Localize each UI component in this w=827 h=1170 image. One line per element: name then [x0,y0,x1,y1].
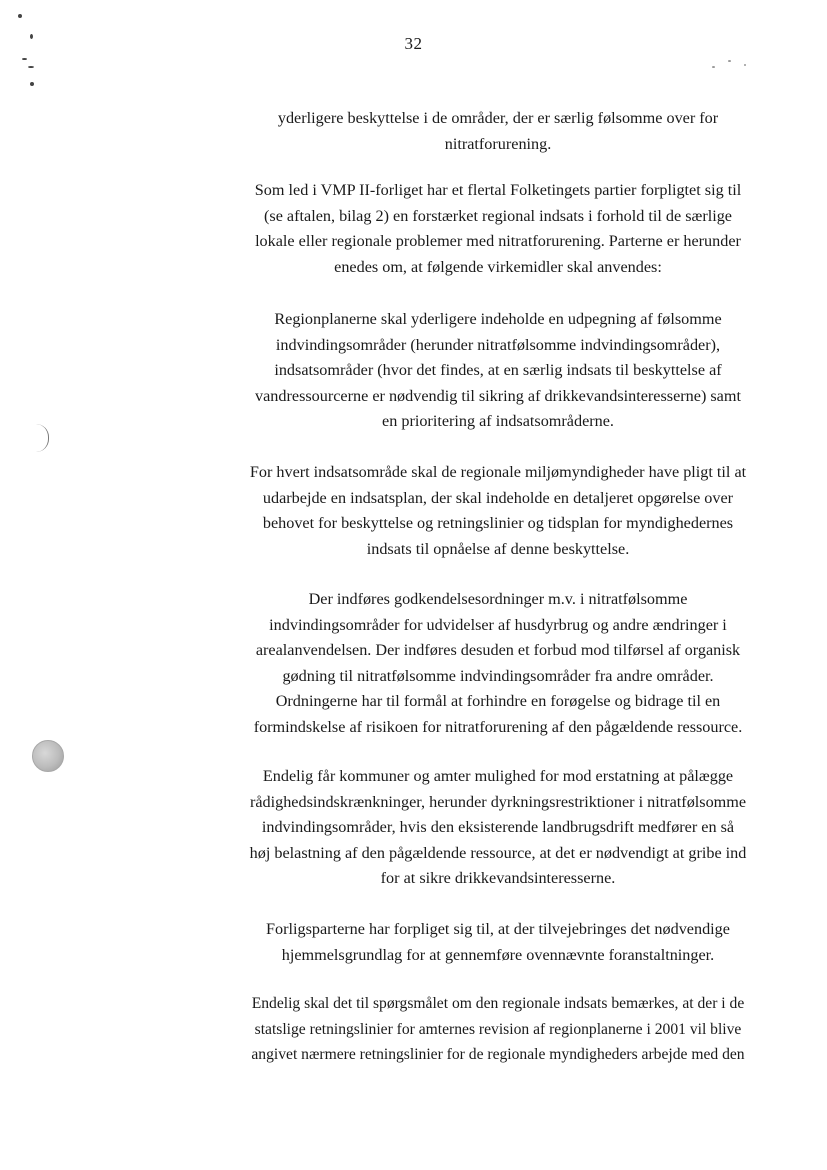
paragraph [230,106,766,157]
paragraph [222,307,774,435]
text-line: enedes om, at følgende virkemidler skal anvendes: [334,257,662,276]
text-line: statslige retningslinier for amternes revision af regionplanerne i 2001 vil blive [254,1020,742,1038]
text-line: indsats til opnåelse af denne beskyttelse. [366,539,630,558]
text-line: vandressourcerne er nødvendig til sikring af drikkevandsinteresserne) samt [255,386,741,405]
margin-mark [36,424,49,452]
scan-speck [22,58,27,60]
text-line: indvindingsområder (herunder nitratfølsomme indvindingsområder), [275,335,721,354]
text-line: angivet nærmere retningslinier for de regionale myndigheders arbejde med den [251,1046,745,1063]
text-line: Endelig får kommuner og amter mulighed for mod erstatning at pålægge [262,767,734,785]
text-line: Der indføres godkendelsesordninger m.v. i nitratfølsomme [308,590,688,608]
text-line: for at sikre drikkevandsinteresserne. [380,869,616,887]
text-line: indvindingsområder for udvidelser af husdyrbrug og andre ændringer i [269,615,727,634]
scan-speck [712,66,715,68]
page-number: 32 [404,34,423,53]
text-line: en prioritering af indsatsområderne. [382,412,614,430]
scan-speck [18,14,22,18]
paragraph [222,991,774,1068]
text-line: nitratforurening. [444,134,552,153]
scan-speck [728,60,731,62]
hole-punch [32,740,64,772]
text-line: indsatsområder (hvor det findes, at en særlig indsats til beskyttelse af [274,361,722,379]
text-line: Som led i VMP II-forliget har et flertal Folketingets partier forpligtet sig til [254,181,742,199]
text-line: yderligere beskyttelse i de områder, der er særlig følsomme over for [277,109,719,127]
text-line: (se aftalen, bilag 2) en forstærket regional indsats i forhold til de særlige [264,206,732,225]
text-line: For hvert indsatsområde skal de regionale miljømyndigheder have pligt til at [249,463,747,481]
scan-speck [744,64,746,66]
paragraph [222,764,774,892]
text-line: udarbejde en indsatsplan, der skal indeholde en detaljeret opgørelse over [262,488,734,507]
scan-speck [28,66,34,68]
text-line: behovet for beskyttelse og retningslinier og tidsplan for myndighedernes [262,514,734,532]
text-line: Forligsparterne har forpliget sig til, at der tilvejebringes det nødvendige [266,920,730,938]
scan-speck [30,82,34,86]
text-line: Ordningerne har til formål at forhindre en forøgelse og bidrage til en [275,692,721,710]
text-line: formindskelse af risikoen for nitratforurening af den pågældende ressource. [253,717,743,736]
text-line: høj belastning af den pågældende ressource, at det er nødvendigt at gribe ind [249,843,747,862]
text-line: Regionplanerne skal yderligere indeholde en udpegning af følsomme [274,310,722,328]
paragraph [222,917,774,968]
paragraph [222,460,774,562]
paragraph [222,587,774,740]
text-line: Endelig skal det til spørgsmålet om den regionale indsats bemærkes, at der i de [251,995,745,1012]
paragraph [224,178,772,280]
text-line: lokale eller regionale problemer med nitratforurening. Parterne er herunder [255,232,741,250]
text-line: indvindingsområder, hvis den eksisterende landbrugsdrift medfører en så [261,818,735,836]
text-line: hjemmelsgrundlag for at gennemføre ovennævnte foranstaltninger. [281,945,715,964]
text-line: arealanvendelsen. Der indføres desuden et forbud mod tilførsel af organisk [255,641,741,659]
text-line: gødning til nitratfølsomme indvindingsområder fra andre områder. [282,666,714,685]
text-line: rådighedsindskrænkninger, herunder dyrkningsrestriktioner i nitratfølsomme [249,792,747,811]
